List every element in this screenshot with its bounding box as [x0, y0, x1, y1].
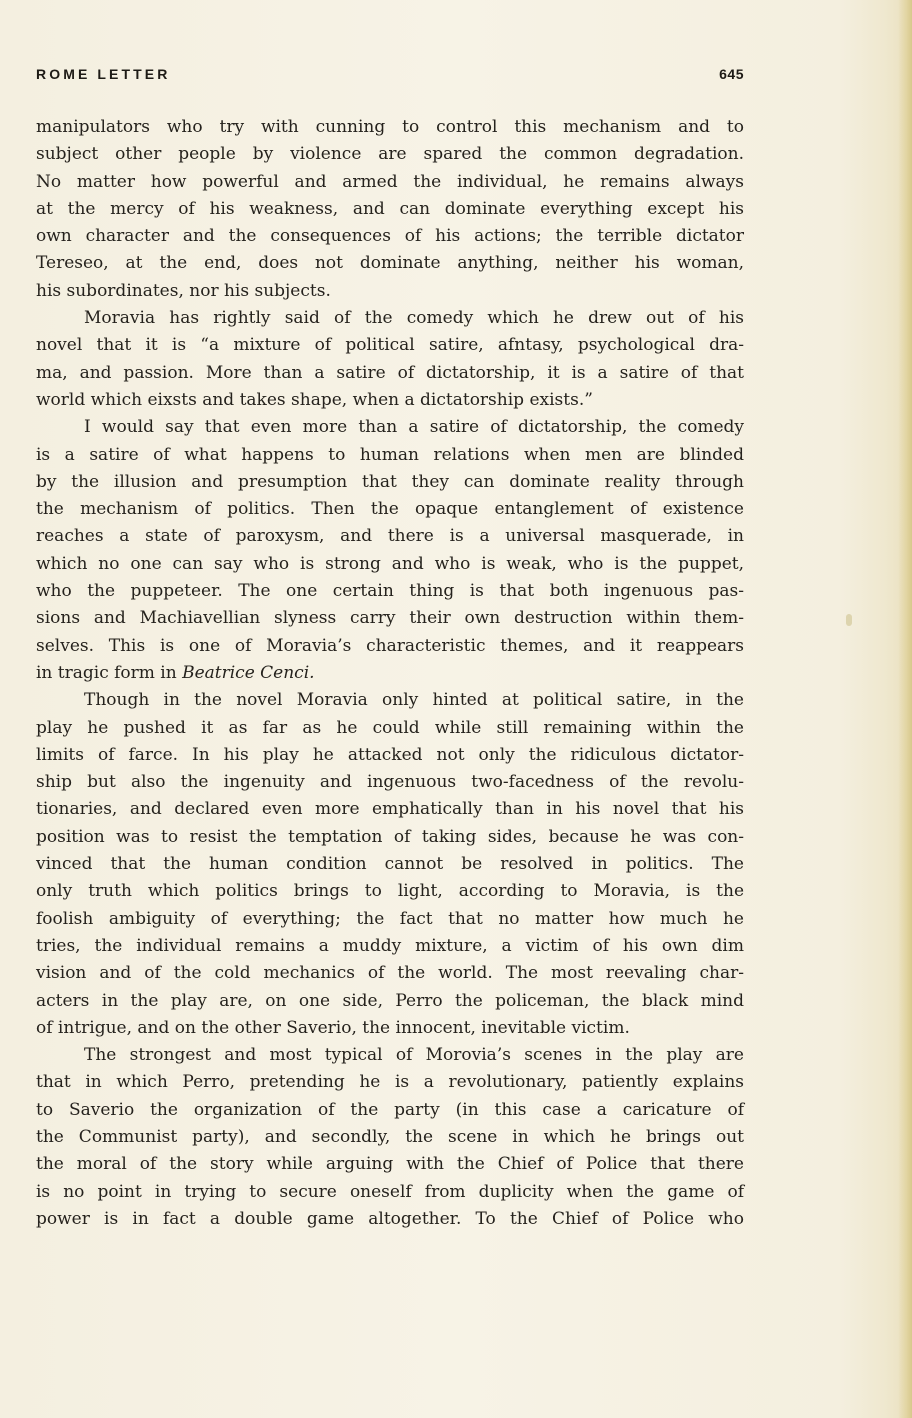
- text-line: at the mercy of his weakness, and can dominate everything except his: [36, 198, 744, 219]
- text-line: selves. This is one of Moravia’s characteristic themes, and it reappears: [36, 635, 744, 656]
- paper-smudge: [846, 614, 852, 626]
- text-line: ma, and passion. More than a satire of dictatorship, it is a satire of that: [36, 362, 744, 383]
- text-line: which no one can say who is strong and who is weak, who is the puppet,: [36, 553, 744, 574]
- text-line: the mechanism of politics. Then the opaque entanglement of existence: [36, 499, 744, 520]
- text-line: reaches a state of paroxysm, and there is a universal masquerade, in: [36, 526, 744, 547]
- text-line: who the puppeteer. The one certain thing is that both ingenuous pas-: [36, 581, 744, 602]
- text-line: the moral of the story while arguing with the Chief of Police that there: [36, 1154, 744, 1175]
- text-line: subject other people by violence are spared the common degradation.: [36, 144, 744, 165]
- text-line: his subordinates, nor his subjects.: [36, 280, 331, 301]
- text-line: [36, 660, 744, 687]
- text-line: position was to resist the temptation of taking sides, because he was con-: [36, 826, 744, 847]
- text-line: is no point in trying to secure oneself from duplicity when the game of: [36, 1181, 744, 1202]
- text-line: ship but also the ingenuity and ingenuous two-facedness of the revolu-: [36, 772, 744, 793]
- text-line: sions and Machiavellian slyness carry their own destruction within them-: [36, 608, 744, 629]
- text-line: Tereseo, at the end, does not dominate anything, neither his woman,: [36, 253, 744, 274]
- page-edge-shadow: [898, 0, 912, 1418]
- text-line: by the illusion and presumption that they can dominate reality through: [36, 471, 744, 492]
- text-line: tionaries, and declared even more emphatically than in his novel that his: [36, 799, 744, 820]
- text-line: novel that it is “a mixture of political satire, afntasy, psychological dra-: [36, 335, 744, 356]
- running-head: ROME LETTER: [36, 66, 171, 82]
- text-line: world which eixsts and takes shape, when a dictatorship exists.”: [36, 389, 593, 410]
- text-line: Moravia has rightly said of the comedy which he drew out of his: [84, 308, 744, 329]
- text-line: The strongest and most typical of Morovia’s scenes in the play are: [84, 1045, 744, 1066]
- text-line: is a satire of what happens to human relations when men are blinded: [36, 444, 744, 465]
- text-line: only truth which politics brings to light, according to Moravia, is the: [36, 881, 744, 902]
- text-line: vinced that the human condition cannot be resolved in politics. The: [36, 854, 744, 875]
- text-line: acters in the play are, on one side, Perro the policeman, the black mind: [36, 990, 744, 1011]
- page-number: 645: [719, 66, 744, 82]
- play-title: Beatrice Cenci.: [182, 662, 315, 683]
- paragraph-3: [36, 414, 744, 687]
- text-line: tries, the individual remains a muddy mixture, a victim of his own dim: [36, 935, 744, 956]
- paragraph-1: [36, 114, 744, 305]
- text-line: manipulators who try with cunning to control this mechanism and to: [36, 117, 744, 137]
- body-text: [36, 114, 744, 1233]
- text-line: foolish ambiguity of everything; the fact that no matter how much he: [36, 908, 744, 929]
- text-line: No matter how powerful and armed the individual, he remains always: [36, 171, 744, 192]
- paragraph-5: [36, 1042, 744, 1233]
- text-line: own character and the consequences of his actions; the terrible dictator: [36, 226, 744, 247]
- text-line: to Saverio the organization of the party (in this case a caricature of: [36, 1099, 744, 1120]
- paragraph-2: [36, 305, 744, 414]
- page-header: [36, 66, 744, 88]
- text-line: the Communist party), and secondly, the scene in which he brings out: [36, 1126, 744, 1147]
- text-line: I would say that even more than a satire of dictatorship, the comedy: [84, 417, 744, 438]
- paragraph-4: [36, 687, 744, 1042]
- text-line: power is in fact a double game altogether. To the Chief of Police who: [36, 1208, 744, 1229]
- text-line: of intrigue, and on the other Saverio, the innocent, inevitable victim.: [36, 1017, 630, 1038]
- text-line: Though in the novel Moravia only hinted at political satire, in the: [84, 690, 744, 711]
- text-line: vision and of the cold mechanics of the world. The most reevaling char-: [36, 963, 744, 984]
- text-line: limits of farce. In his play he attacked not only the ridiculous dictator-: [36, 744, 744, 765]
- text-line-prefix: in tragic form in: [36, 662, 183, 683]
- text-line: that in which Perro, pretending he is a revolutionary, patiently explains: [36, 1072, 744, 1093]
- text-line: play he pushed it as far as he could while still remaining within the: [36, 717, 744, 738]
